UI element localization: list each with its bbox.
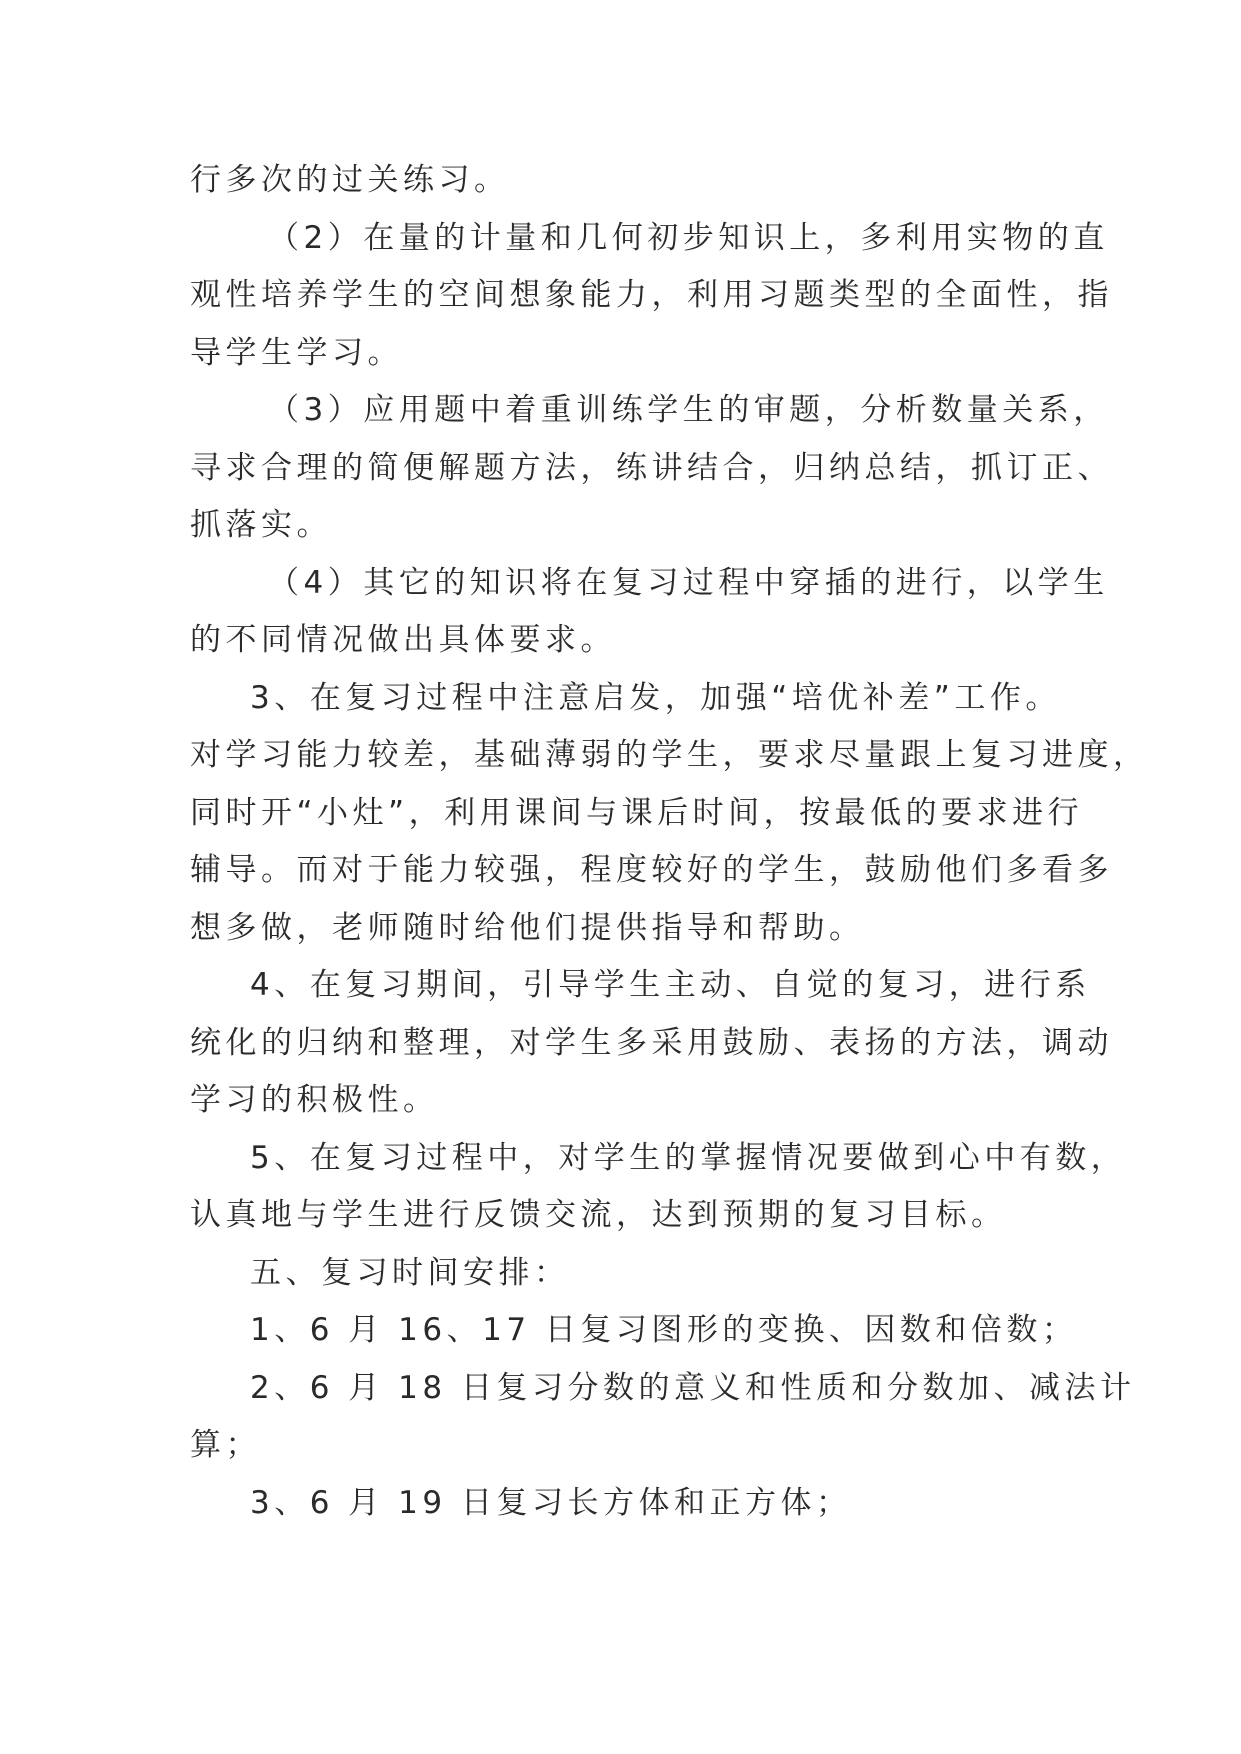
text-line: 2、6 月 18 日复习分数的意义和性质和分数加、减法计 [250,1370,1136,1406]
text-line: 对学习能力较差，基础薄弱的学生，要求尽量跟上复习进度， [190,737,1149,773]
text-line: （3）应用题中着重训练学生的审题，分析数量关系， [268,392,1109,428]
section-heading: 五、复习时间安排： [250,1255,570,1291]
text-line: 抓落实。 [190,507,332,543]
text-line: 想多做，老师随时给他们提供指导和帮助。 [190,910,865,946]
text-line: 4、在复习期间，引导学生主动、自觉的复习，进行系 [250,967,1091,1003]
text-line: 3、在复习过程中注意启发，加强“培优补差”工作。 [250,680,1061,716]
text-line: 辅导。而对于能力较强，程度较好的学生，鼓励他们多看多 [190,852,1113,888]
text-line: （2）在量的计量和几何初步知识上，多利用实物的直 [268,220,1109,256]
text-line: 算； [190,1427,261,1463]
text-line: 行多次的过关练习。 [190,162,510,198]
text-line: 的不同情况做出具体要求。 [190,622,616,658]
text-line: 学习的积极性。 [190,1082,439,1118]
text-line: 5、在复习过程中，对学生的掌握情况要做到心中有数， [250,1140,1127,1176]
text-line: 同时开“小灶”，利用课间与课后时间，按最低的要求进行 [190,795,1084,831]
text-line: 1、6 月 16、17 日复习图形的变换、因数和倍数； [250,1312,1078,1348]
text-line: 3、6 月 19 日复习长方体和正方体； [250,1485,852,1521]
text-line: 观性培养学生的空间想象能力，利用习题类型的全面性，指 [190,277,1113,313]
text-line: 认真地与学生进行反馈交流，达到预期的复习目标。 [190,1197,1007,1233]
text-line: 导学生学习。 [190,335,403,371]
text-line: （4）其它的知识将在复习过程中穿插的进行，以学生 [268,565,1109,601]
text-line: 统化的归纳和整理，对学生多采用鼓励、表扬的方法，调动 [190,1025,1113,1061]
text-line: 寻求合理的简便解题方法，练讲结合，归纳总结，抓订正、 [190,450,1113,486]
